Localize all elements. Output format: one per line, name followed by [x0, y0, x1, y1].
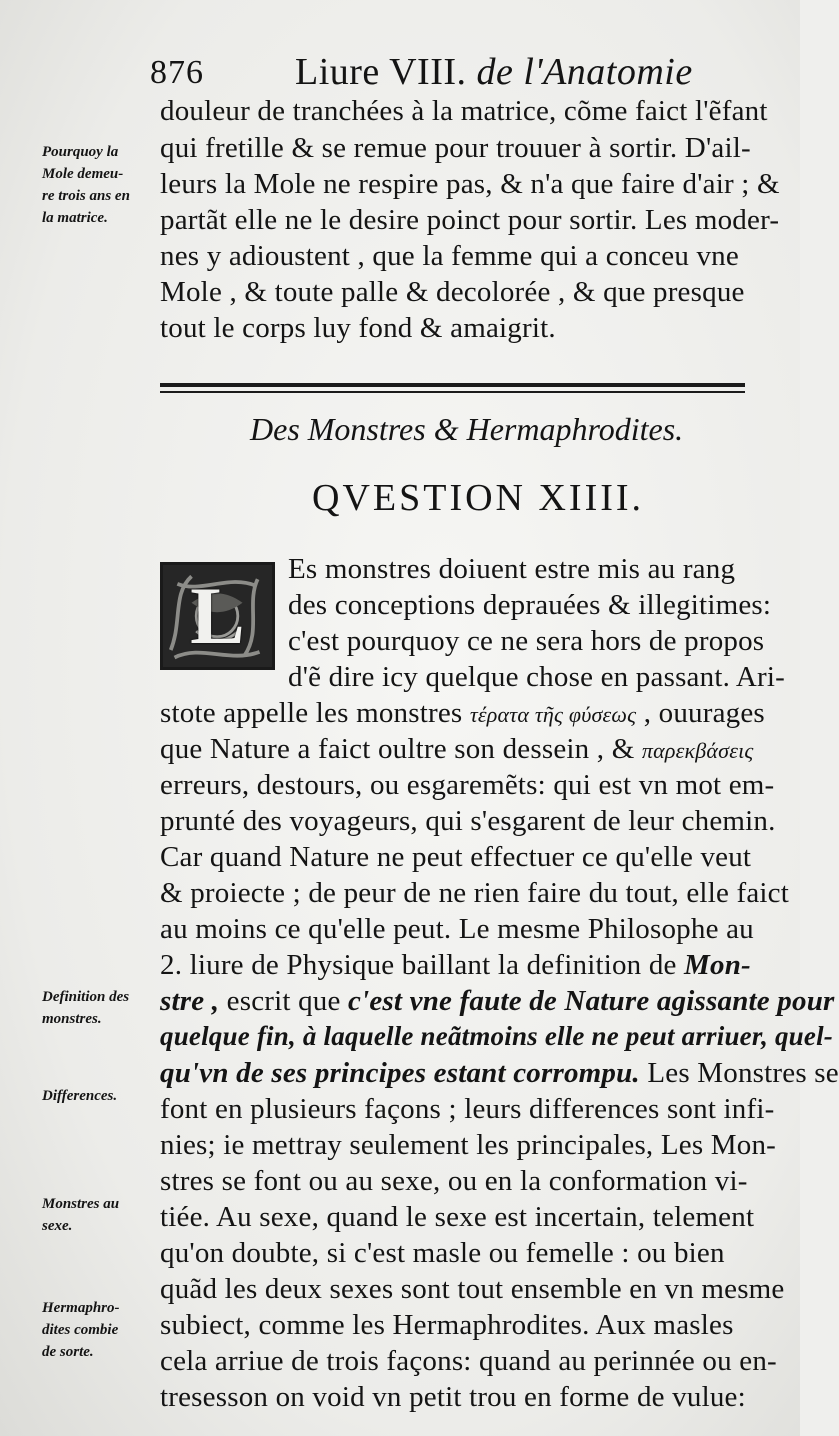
- margin-note-line: monstres.: [42, 1011, 102, 1027]
- text-line: Es monstres doiuent estre mis au rang: [288, 553, 736, 585]
- text-line: qu'on doubte, si c'est masle ou femelle : ou bien: [160, 1237, 725, 1269]
- margin-note-line: dites combie: [42, 1322, 119, 1338]
- running-title-book: Liure VIII.: [295, 51, 467, 93]
- text-line: qui fretille & se remue pour trouuer à sortir. D'ail-: [160, 132, 751, 164]
- running-title-subject: de l'Anatomie: [466, 51, 693, 93]
- margin-note-line: Pourquoy la: [42, 144, 119, 160]
- text-fragment: 2. liure de Physique baillant la definition de: [160, 949, 685, 981]
- text-line: nes y adioustent , que la femme qui a conceu vne: [160, 240, 739, 272]
- italic-fragment: Mon-: [684, 949, 751, 981]
- margin-note-line: la matrice.: [42, 210, 108, 226]
- greek-term: παρεκβάσεις: [641, 738, 754, 763]
- section-rule-thin: [160, 391, 745, 393]
- text-line: & proiecte ; de peur de ne rien faire du tout, elle faict: [160, 877, 789, 909]
- page-header: [150, 48, 710, 96]
- margin-note-differences: [42, 1085, 162, 1107]
- italic-fragment: qu'vn de ses principes estant corrompu.: [160, 1057, 640, 1089]
- text-line: [160, 985, 835, 1018]
- text-line: c'est pourquoy ce ne sera hors de propos: [288, 625, 765, 657]
- text-fragment: , ouurages: [636, 697, 765, 729]
- decorated-initial: [160, 562, 275, 670]
- text-line: nies; ie mettray seulement les principales, Les Mon-: [160, 1129, 777, 1161]
- text-line: d'ẽ dire icy quelque chose en passant. Ari-: [288, 661, 785, 693]
- text-line: prunté des voyageurs, qui s'esgarent de leur chemin.: [160, 805, 776, 837]
- margin-note-line: Definition des: [42, 989, 130, 1005]
- text-line: subiect, comme les Hermaphrodites. Aux masles: [160, 1309, 734, 1341]
- text-fragment: stote appelle les monstres: [160, 697, 470, 729]
- text-line: Car quand Nature ne peut effectuer ce qu'elle veut: [160, 841, 752, 873]
- text-line: font en plusieurs façons ; leurs differences sont infi-: [160, 1093, 775, 1125]
- text-line: Mole , & toute palle & decolorée , & que presque: [160, 276, 745, 308]
- margin-note-line: Monstres au: [42, 1196, 120, 1212]
- section-rule: [160, 383, 745, 387]
- text-line: erreurs, destours, ou esgaremẽts: qui est vn mot em-: [160, 769, 775, 801]
- text-fragment: Les Monstres se: [639, 1057, 839, 1089]
- margin-note-line: re trois ans en: [42, 188, 130, 204]
- margin-note-mole: [42, 141, 162, 229]
- margin-note-line: sexe.: [42, 1218, 73, 1234]
- margin-note-line: de sorte.: [42, 1344, 94, 1360]
- margin-note-line: Differences.: [42, 1088, 118, 1104]
- greek-term: τέρατα τῆς φύσεως: [469, 702, 637, 727]
- text-line: partãt elle ne le desire poinct pour sortir. Les moder-: [160, 204, 780, 236]
- initial-letter: L: [190, 570, 245, 661]
- margin-note-hermaphrodites: [42, 1297, 162, 1363]
- text-fragment: escrit que: [219, 985, 349, 1017]
- italic-fragment: stre ,: [160, 985, 220, 1017]
- italic-fragment: c'est vne faute de Nature agissante pour: [348, 985, 835, 1017]
- margin-note-line: Mole demeu-: [42, 166, 124, 182]
- page-number: 876: [150, 54, 204, 91]
- text-line: [160, 949, 760, 982]
- text-line: cela arriue de trois façons: quand au perinnée ou en-: [160, 1345, 777, 1377]
- margin-note-sexe: [42, 1193, 162, 1237]
- text-line: stres se font ou au sexe, ou en la conformation vi-: [160, 1165, 748, 1197]
- margin-note-line: Hermaphro-: [42, 1300, 120, 1316]
- running-title: [295, 50, 693, 94]
- margin-note-definition: [42, 986, 162, 1030]
- text-line: tout le corps luy fond & amaigrit.: [160, 312, 556, 344]
- text-fragment: que Nature a faict oultre son dessein , &: [160, 733, 642, 765]
- text-line: [160, 697, 765, 730]
- text-line: tresesson on void vn petit trou en forme de vulue:: [160, 1381, 746, 1413]
- text-line: quelque fin, à laquelle neãtmoins elle ne peut arriuer, quel-: [160, 1021, 833, 1051]
- text-line: au moins ce qu'elle peut. Le mesme Philosophe au: [160, 913, 754, 945]
- text-line: tiée. Au sexe, quand le sexe est incertain, telement: [160, 1201, 755, 1233]
- text-line: [160, 1057, 839, 1090]
- text-line: leurs la Mole ne respire pas, & n'a que faire d'air ; &: [160, 168, 780, 200]
- text-line: quãd les deux sexes sont tout ensemble en vn mesme: [160, 1273, 785, 1305]
- question-title: QVESTION XIIII.: [312, 477, 645, 519]
- text-line: douleur de tranchées à la matrice, cõme faict l'ẽfant: [160, 95, 768, 127]
- text-line: des conceptions deprauées & illegitimes:: [288, 589, 772, 621]
- section-title: Des Monstres & Hermaphrodites.: [250, 411, 684, 447]
- text-line: [160, 733, 760, 766]
